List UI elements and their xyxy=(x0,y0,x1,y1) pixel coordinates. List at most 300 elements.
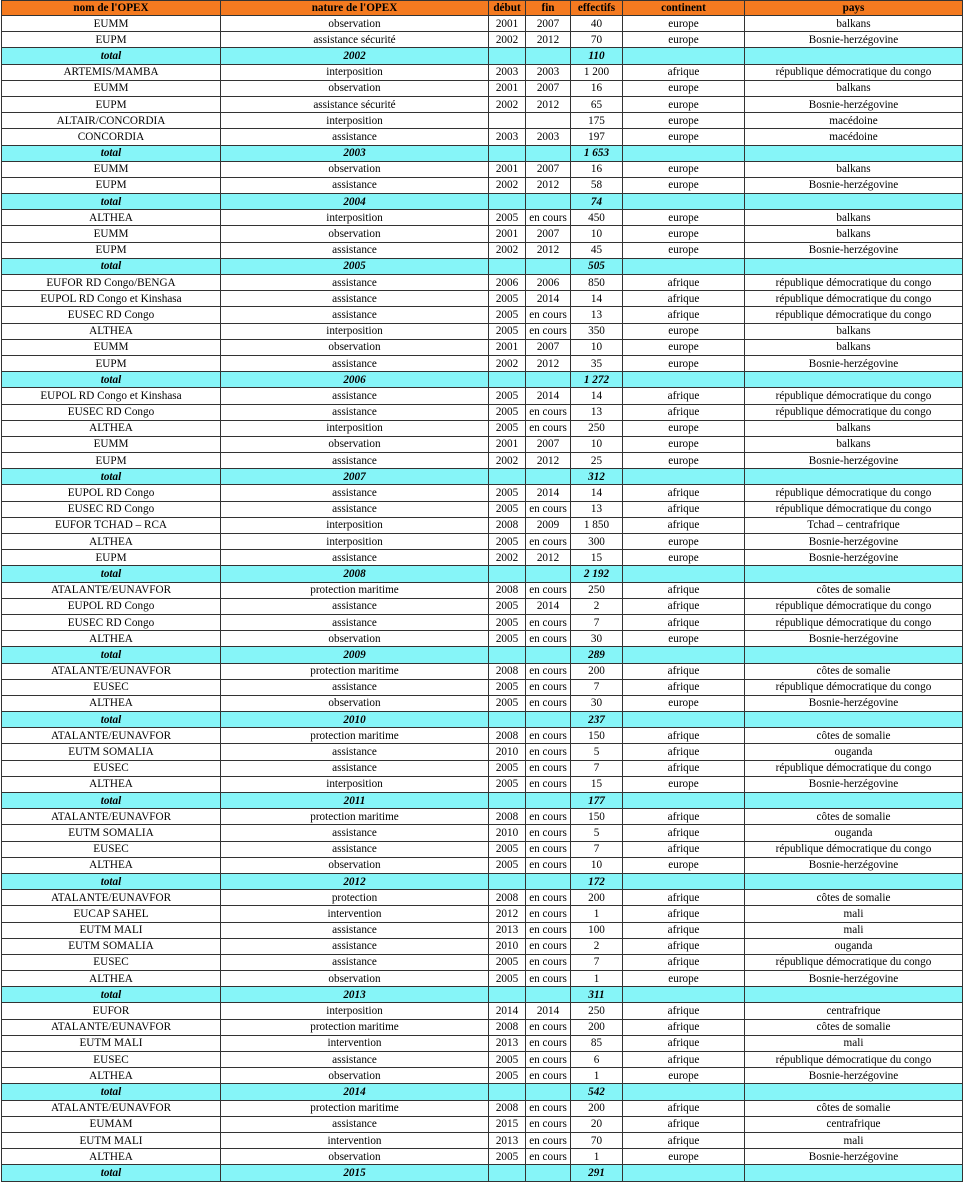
table-row xyxy=(2,226,963,242)
cell-name: EUSEC xyxy=(2,760,221,776)
cell-country: Bosnie-herzégovine xyxy=(745,242,963,258)
cell-start: 2005 xyxy=(489,1068,526,1084)
cell-nature: observation xyxy=(221,1149,489,1165)
table-row xyxy=(2,291,963,307)
cell-name: EUTM MALI xyxy=(2,922,221,938)
cell-headcount: 110 xyxy=(571,48,623,64)
cell-name: ALTAIR/CONCORDIA xyxy=(2,113,221,129)
table-row xyxy=(2,177,963,193)
cell-country: balkans xyxy=(745,161,963,177)
cell-name: EUSEC RD Congo xyxy=(2,501,221,517)
cell-continent: afrique xyxy=(623,404,745,420)
cell-country: mali xyxy=(745,906,963,922)
cell-continent: europe xyxy=(623,1068,745,1084)
cell-nature: assistance xyxy=(221,550,489,566)
cell-end: en cours xyxy=(526,631,571,647)
cell-end: 2012 xyxy=(526,355,571,371)
cell-country xyxy=(745,372,963,388)
cell-start: 2005 xyxy=(489,1149,526,1165)
cell-continent: afrique xyxy=(623,938,745,954)
cell-end: en cours xyxy=(526,825,571,841)
cell-start: 2005 xyxy=(489,857,526,873)
cell-end xyxy=(526,372,571,388)
cell-end: en cours xyxy=(526,501,571,517)
cell-nature: assistance xyxy=(221,275,489,291)
cell-start: 2013 xyxy=(489,1132,526,1148)
table-row xyxy=(2,404,963,420)
cell-nature: observation xyxy=(221,161,489,177)
cell-headcount: 1 xyxy=(571,906,623,922)
cell-start xyxy=(489,647,526,663)
cell-start: 2005 xyxy=(489,695,526,711)
cell-country: ouganda xyxy=(745,744,963,760)
cell-continent: afrique xyxy=(623,485,745,501)
cell-start: 2001 xyxy=(489,161,526,177)
cell-start: 2002 xyxy=(489,96,526,112)
table-row xyxy=(2,1116,963,1132)
cell-start: 2005 xyxy=(489,404,526,420)
cell-country: Bosnie-herzégovine xyxy=(745,695,963,711)
cell-continent: afrique xyxy=(623,1132,745,1148)
table-row xyxy=(2,113,963,129)
table-row xyxy=(2,922,963,938)
cell-continent: afrique xyxy=(623,744,745,760)
cell-continent xyxy=(623,1165,745,1181)
cell-continent: europe xyxy=(623,177,745,193)
cell-continent: europe xyxy=(623,96,745,112)
cell-headcount: 350 xyxy=(571,323,623,339)
cell-headcount: 450 xyxy=(571,210,623,226)
cell-country: côtes de somalie xyxy=(745,582,963,598)
cell-start xyxy=(489,712,526,728)
table-row xyxy=(2,388,963,404)
header-row xyxy=(2,1,963,16)
cell-start: 2010 xyxy=(489,938,526,954)
cell-headcount: 2 xyxy=(571,938,623,954)
total-row xyxy=(2,647,963,663)
cell-nature: assistance xyxy=(221,1116,489,1132)
cell-start: 2005 xyxy=(489,323,526,339)
cell-nature: assistance xyxy=(221,242,489,258)
cell-end: en cours xyxy=(526,614,571,630)
cell-start xyxy=(489,1165,526,1181)
cell-start: 2008 xyxy=(489,1019,526,1035)
cell-nature: assistance xyxy=(221,744,489,760)
cell-headcount: 100 xyxy=(571,922,623,938)
cell-nature: protection maritime xyxy=(221,1100,489,1116)
cell-country: république démocratique du congo xyxy=(745,275,963,291)
cell-headcount: 1 850 xyxy=(571,517,623,533)
cell-end: 2007 xyxy=(526,16,571,32)
cell-country: Bosnie-herzégovine xyxy=(745,453,963,469)
cell-name: ATALANTE/EUNAVFOR xyxy=(2,1100,221,1116)
cell-nature: intervention xyxy=(221,906,489,922)
cell-continent: afrique xyxy=(623,663,745,679)
cell-name: ALTHEA xyxy=(2,1149,221,1165)
cell-headcount: 237 xyxy=(571,712,623,728)
cell-headcount: 14 xyxy=(571,388,623,404)
cell-end: en cours xyxy=(526,695,571,711)
cell-nature: 2013 xyxy=(221,987,489,1003)
cell-nature: 2015 xyxy=(221,1165,489,1181)
table-row xyxy=(2,776,963,792)
cell-start: 2005 xyxy=(489,534,526,550)
cell-continent: europe xyxy=(623,210,745,226)
cell-start xyxy=(489,145,526,161)
cell-headcount: 200 xyxy=(571,1100,623,1116)
cell-continent: europe xyxy=(623,420,745,436)
cell-start xyxy=(489,566,526,582)
column-header-headcount: effectifs xyxy=(571,1,623,16)
cell-name: EUSEC xyxy=(2,679,221,695)
cell-name: EUSEC xyxy=(2,954,221,970)
cell-continent: europe xyxy=(623,129,745,145)
cell-headcount: 200 xyxy=(571,890,623,906)
cell-continent: afrique xyxy=(623,728,745,744)
cell-headcount: 150 xyxy=(571,809,623,825)
cell-end: 2009 xyxy=(526,517,571,533)
table-row xyxy=(2,744,963,760)
cell-end xyxy=(526,48,571,64)
cell-start: 2005 xyxy=(489,841,526,857)
cell-continent: europe xyxy=(623,32,745,48)
cell-name: total xyxy=(2,469,221,485)
cell-continent: afrique xyxy=(623,598,745,614)
cell-country: république démocratique du congo xyxy=(745,501,963,517)
cell-nature: intervention xyxy=(221,1132,489,1148)
table-row xyxy=(2,436,963,452)
column-header-country: pays xyxy=(745,1,963,16)
cell-name: ATALANTE/EUNAVFOR xyxy=(2,1019,221,1035)
cell-continent xyxy=(623,793,745,809)
cell-nature: interposition xyxy=(221,776,489,792)
cell-nature: observation xyxy=(221,16,489,32)
column-header-start: début xyxy=(489,1,526,16)
cell-headcount: 58 xyxy=(571,177,623,193)
cell-nature: assistance xyxy=(221,760,489,776)
cell-name: EUPM xyxy=(2,453,221,469)
cell-nature: assistance xyxy=(221,129,489,145)
cell-end: 2003 xyxy=(526,64,571,80)
cell-start: 2005 xyxy=(489,598,526,614)
cell-continent: europe xyxy=(623,453,745,469)
cell-country: Bosnie-herzégovine xyxy=(745,857,963,873)
cell-continent xyxy=(623,647,745,663)
cell-start: 2008 xyxy=(489,728,526,744)
cell-start: 2003 xyxy=(489,129,526,145)
cell-name: ALTHEA xyxy=(2,420,221,436)
cell-country: ouganda xyxy=(745,938,963,954)
cell-start: 2002 xyxy=(489,355,526,371)
cell-continent: afrique xyxy=(623,841,745,857)
cell-country xyxy=(745,873,963,889)
cell-country xyxy=(745,1084,963,1100)
cell-start: 2001 xyxy=(489,339,526,355)
cell-end: en cours xyxy=(526,1019,571,1035)
cell-headcount: 30 xyxy=(571,695,623,711)
cell-start: 2013 xyxy=(489,1035,526,1051)
cell-start: 2001 xyxy=(489,16,526,32)
cell-nature: assistance xyxy=(221,598,489,614)
cell-headcount: 1 272 xyxy=(571,372,623,388)
cell-end: en cours xyxy=(526,420,571,436)
cell-continent xyxy=(623,258,745,274)
cell-end: en cours xyxy=(526,323,571,339)
cell-headcount: 2 192 xyxy=(571,566,623,582)
cell-name: EUTM SOMALIA xyxy=(2,825,221,841)
cell-name: EUPM xyxy=(2,177,221,193)
table-row xyxy=(2,841,963,857)
cell-headcount: 5 xyxy=(571,825,623,841)
cell-name: EUPM xyxy=(2,32,221,48)
cell-name: EUPOL RD Congo et Kinshasa xyxy=(2,291,221,307)
cell-nature: assistance xyxy=(221,825,489,841)
cell-end: en cours xyxy=(526,890,571,906)
cell-name: EUMM xyxy=(2,161,221,177)
total-row xyxy=(2,469,963,485)
cell-headcount: 7 xyxy=(571,760,623,776)
cell-headcount: 13 xyxy=(571,404,623,420)
cell-country: république démocratique du congo xyxy=(745,291,963,307)
cell-country: côtes de somalie xyxy=(745,728,963,744)
cell-start xyxy=(489,469,526,485)
cell-headcount: 250 xyxy=(571,582,623,598)
cell-nature: 2011 xyxy=(221,793,489,809)
column-header-nature: nature de l'OPEX xyxy=(221,1,489,16)
cell-country: Bosnie-herzégovine xyxy=(745,32,963,48)
cell-end: 2012 xyxy=(526,96,571,112)
cell-name: EUCAP SAHEL xyxy=(2,906,221,922)
cell-name: total xyxy=(2,1084,221,1100)
cell-end: 2014 xyxy=(526,388,571,404)
cell-nature: interposition xyxy=(221,1003,489,1019)
cell-nature: assistance xyxy=(221,177,489,193)
cell-name: EUSEC RD Congo xyxy=(2,404,221,420)
cell-continent xyxy=(623,712,745,728)
cell-nature: assistance xyxy=(221,355,489,371)
cell-country: Bosnie-herzégovine xyxy=(745,534,963,550)
cell-nature: interposition xyxy=(221,210,489,226)
cell-continent: afrique xyxy=(623,501,745,517)
cell-continent: afrique xyxy=(623,760,745,776)
cell-nature: assistance xyxy=(221,388,489,404)
cell-end: en cours xyxy=(526,922,571,938)
cell-end: en cours xyxy=(526,728,571,744)
cell-continent: europe xyxy=(623,776,745,792)
cell-name: EUFOR TCHAD – RCA xyxy=(2,517,221,533)
table-body xyxy=(2,16,963,1182)
cell-continent: afrique xyxy=(623,582,745,598)
cell-end: 2007 xyxy=(526,226,571,242)
cell-headcount: 7 xyxy=(571,614,623,630)
cell-continent: europe xyxy=(623,550,745,566)
cell-nature: assistance xyxy=(221,501,489,517)
cell-end: 2014 xyxy=(526,291,571,307)
table-row xyxy=(2,339,963,355)
table-row xyxy=(2,1132,963,1148)
table-row xyxy=(2,663,963,679)
cell-headcount: 10 xyxy=(571,857,623,873)
cell-name: total xyxy=(2,647,221,663)
cell-name: ALTHEA xyxy=(2,210,221,226)
cell-continent: afrique xyxy=(623,906,745,922)
cell-continent: europe xyxy=(623,695,745,711)
cell-continent xyxy=(623,873,745,889)
table-row xyxy=(2,80,963,96)
table-row xyxy=(2,242,963,258)
table-row xyxy=(2,210,963,226)
cell-name: total xyxy=(2,566,221,582)
cell-headcount: 35 xyxy=(571,355,623,371)
cell-country: côtes de somalie xyxy=(745,1019,963,1035)
table-row xyxy=(2,1068,963,1084)
cell-continent: afrique xyxy=(623,954,745,970)
column-header-name: nom de l'OPEX xyxy=(2,1,221,16)
cell-name: EUPM xyxy=(2,550,221,566)
cell-continent: europe xyxy=(623,631,745,647)
cell-continent: afrique xyxy=(623,825,745,841)
cell-end: en cours xyxy=(526,679,571,695)
cell-end: en cours xyxy=(526,857,571,873)
cell-name: ALTHEA xyxy=(2,323,221,339)
cell-name: ATALANTE/EUNAVFOR xyxy=(2,663,221,679)
cell-name: EUSEC xyxy=(2,841,221,857)
cell-country: république démocratique du congo xyxy=(745,679,963,695)
cell-end: en cours xyxy=(526,307,571,323)
table-row xyxy=(2,32,963,48)
cell-name: total xyxy=(2,712,221,728)
table-row xyxy=(2,906,963,922)
cell-country: balkans xyxy=(745,420,963,436)
total-row xyxy=(2,712,963,728)
cell-name: EUMM xyxy=(2,226,221,242)
cell-end: 2012 xyxy=(526,32,571,48)
cell-country xyxy=(745,258,963,274)
cell-nature: assistance xyxy=(221,938,489,954)
cell-name: ALTHEA xyxy=(2,695,221,711)
total-row xyxy=(2,793,963,809)
cell-nature: observation xyxy=(221,971,489,987)
cell-name: total xyxy=(2,372,221,388)
cell-nature: 2009 xyxy=(221,647,489,663)
cell-name: total xyxy=(2,194,221,210)
cell-headcount: 200 xyxy=(571,663,623,679)
cell-name: ALTHEA xyxy=(2,971,221,987)
cell-country: république démocratique du congo xyxy=(745,1052,963,1068)
cell-country xyxy=(745,145,963,161)
cell-nature: assistance xyxy=(221,453,489,469)
cell-end xyxy=(526,987,571,1003)
cell-headcount: 1 200 xyxy=(571,64,623,80)
table-row xyxy=(2,550,963,566)
cell-name: EUSEC xyxy=(2,1052,221,1068)
cell-nature: 2014 xyxy=(221,1084,489,1100)
table-header xyxy=(2,1,963,16)
cell-continent xyxy=(623,469,745,485)
cell-country: balkans xyxy=(745,339,963,355)
cell-country: Bosnie-herzégovine xyxy=(745,631,963,647)
cell-end: en cours xyxy=(526,534,571,550)
cell-headcount: 150 xyxy=(571,728,623,744)
cell-headcount: 40 xyxy=(571,16,623,32)
cell-end: en cours xyxy=(526,1068,571,1084)
cell-headcount: 15 xyxy=(571,776,623,792)
cell-continent: europe xyxy=(623,242,745,258)
cell-headcount: 20 xyxy=(571,1116,623,1132)
cell-end xyxy=(526,113,571,129)
cell-end: en cours xyxy=(526,744,571,760)
cell-headcount: 7 xyxy=(571,679,623,695)
total-row xyxy=(2,48,963,64)
cell-nature: protection xyxy=(221,890,489,906)
cell-nature: 2007 xyxy=(221,469,489,485)
cell-name: EUPM xyxy=(2,242,221,258)
cell-name: EUPOL RD Congo xyxy=(2,485,221,501)
cell-headcount: 15 xyxy=(571,550,623,566)
cell-headcount: 10 xyxy=(571,339,623,355)
table-row xyxy=(2,728,963,744)
cell-country: macédoine xyxy=(745,129,963,145)
cell-nature: assistance xyxy=(221,841,489,857)
cell-country: république démocratique du congo xyxy=(745,307,963,323)
cell-start: 2005 xyxy=(489,1052,526,1068)
cell-name: EUTM SOMALIA xyxy=(2,744,221,760)
opex-table xyxy=(1,0,963,1182)
cell-start: 2001 xyxy=(489,436,526,452)
cell-continent xyxy=(623,194,745,210)
cell-nature: 2006 xyxy=(221,372,489,388)
cell-start: 2008 xyxy=(489,663,526,679)
cell-end: 2007 xyxy=(526,161,571,177)
table-row xyxy=(2,679,963,695)
cell-start: 2003 xyxy=(489,64,526,80)
table-row xyxy=(2,517,963,533)
cell-start: 2002 xyxy=(489,177,526,193)
cell-start: 2001 xyxy=(489,226,526,242)
cell-name: CONCORDIA xyxy=(2,129,221,145)
cell-start: 2008 xyxy=(489,809,526,825)
cell-start xyxy=(489,793,526,809)
cell-headcount: 7 xyxy=(571,841,623,857)
cell-nature: observation xyxy=(221,80,489,96)
cell-nature: assistance xyxy=(221,922,489,938)
cell-country xyxy=(745,1165,963,1181)
cell-country: Bosnie-herzégovine xyxy=(745,355,963,371)
table-row xyxy=(2,96,963,112)
cell-name: EUMAM xyxy=(2,1116,221,1132)
cell-country: ouganda xyxy=(745,825,963,841)
cell-continent: afrique xyxy=(623,1019,745,1035)
table-row xyxy=(2,1052,963,1068)
cell-start: 2013 xyxy=(489,922,526,938)
table-row xyxy=(2,534,963,550)
cell-start: 2005 xyxy=(489,631,526,647)
cell-end xyxy=(526,145,571,161)
cell-start xyxy=(489,1084,526,1100)
column-header-continent: continent xyxy=(623,1,745,16)
cell-country xyxy=(745,469,963,485)
cell-headcount: 1 xyxy=(571,971,623,987)
cell-continent: europe xyxy=(623,355,745,371)
cell-country: mali xyxy=(745,1035,963,1051)
cell-headcount: 6 xyxy=(571,1052,623,1068)
cell-start xyxy=(489,113,526,129)
cell-end xyxy=(526,647,571,663)
cell-name: EUPM xyxy=(2,96,221,112)
table-row xyxy=(2,501,963,517)
cell-start: 2002 xyxy=(489,453,526,469)
cell-headcount: 2 xyxy=(571,598,623,614)
